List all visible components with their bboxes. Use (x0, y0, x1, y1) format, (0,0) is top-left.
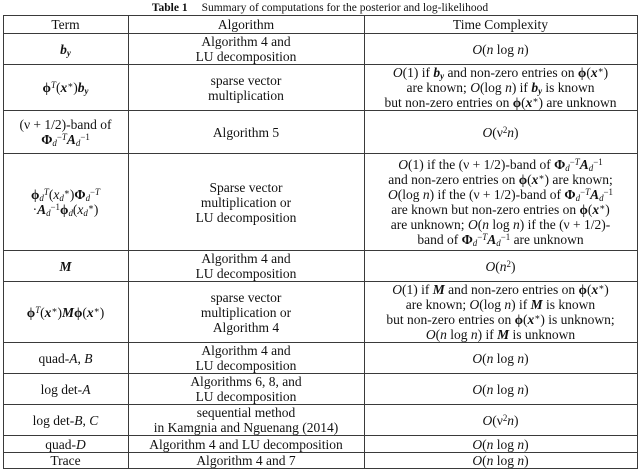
algorithm-cell: Algorithm 4 and LU decomposition (128, 34, 364, 65)
table-row-logdet-bc (3, 405, 637, 436)
term-cell: M (3, 251, 128, 282)
header-row (3, 16, 637, 34)
complexity-cell: $O(\nu^2n)$ (364, 111, 637, 154)
summary-table (3, 15, 638, 469)
algorithm-cell: Algorithm 4 and LU decomposition (128, 343, 364, 374)
algorithm-cell: Algorithm 4 and 7 (128, 453, 364, 469)
term-cell: log det-B, C (3, 405, 128, 436)
table-caption-text: Summary of computations for the posterior and log-likelihood (201, 2, 489, 14)
complexity-cell: O(n log n) (364, 453, 637, 469)
algorithm-cell: Sparse vector multiplication or LU decomposition (128, 154, 364, 251)
complexity-cell: O(n log n) (364, 343, 637, 374)
header-algorithm: Algorithm (128, 16, 364, 34)
complexity-cell: O(1) if M and non-zero entries on ϕ(x∗) are known; O(log n) if M is known but non-zero entries on ϕ(x∗) is unknown; O(n log n) if M is unknown (364, 282, 637, 343)
header-complexity: Time Complexity (364, 16, 637, 34)
complexity-cell: O(1) if $b_y$ and non-zero entries on ϕ(x∗) are known; O(log n) if $b_y$ is known but non-zero entries on ϕ(x∗) are unknown (364, 65, 637, 111)
term-cell: $\phi_d^T(x_d^∗)\Phi_d^{-T}$ $\cdot A_d^{-1}\phi_d(x_d^∗)$ (3, 154, 128, 251)
complexity-cell: O(n log n) (364, 34, 637, 65)
complexity-cell: O(n log n) (364, 374, 637, 405)
term-cell: $\phi^T(x^∗)b_y$ (3, 65, 128, 111)
table-row-by (3, 34, 637, 65)
header-term: Term (3, 16, 128, 34)
term-cell: Trace (3, 453, 128, 469)
table-row-logdet-a (3, 374, 637, 405)
algorithm-cell: Algorithms 6, 8, and LU decomposition (128, 374, 364, 405)
table-caption-label: Table 1 (151, 2, 188, 14)
table-row-quad-ab (3, 343, 637, 374)
complexity-cell: O(n log n) (364, 436, 637, 453)
table-caption (0, 0, 640, 15)
table-row-quad-form (3, 154, 637, 251)
term-cell: quad-A, B (3, 343, 128, 374)
term-cell: (ν + 1/2)-band of $\Phi_d^{-T}A_d^{-1}$ (3, 111, 128, 154)
algorithm-cell: sparse vector multiplication (128, 65, 364, 111)
algorithm-cell: sparse vector multiplication or Algorithm 4 (128, 282, 364, 343)
term-cell: $\phi^T(x^∗)M\phi(x^∗)$ (3, 282, 128, 343)
complexity-cell: $O(\nu^2n)$ (364, 405, 637, 436)
table-row-phi-m-phi (3, 282, 637, 343)
algorithm-cell: sequential method in Kamgnia and Nguenang (2014) (128, 405, 364, 436)
table-row-m (3, 251, 637, 282)
table-row-trace (3, 453, 637, 469)
algorithm-cell: Algorithm 5 (128, 111, 364, 154)
term-cell: $b_y$ (3, 34, 128, 65)
table-row-band (3, 111, 637, 154)
table-row-phi-by (3, 65, 637, 111)
algorithm-cell: Algorithm 4 and LU decomposition (128, 436, 364, 453)
complexity-cell: $O(n^2)$ (364, 251, 637, 282)
term-cell: log det-A (3, 374, 128, 405)
term-cell: quad-D (3, 436, 128, 453)
complexity-cell: O(1) if the (ν + 1/2)-band of $\Phi_d^{-T}A_d^{-1}$ and non-zero entries on ϕ(x∗) are known; O(log n) if the (ν + 1/2)-band of $\Phi_d^{-T}A_d^{-1}$ are known but non-zero entries on ϕ(x∗) are unknown; O(n log n) if the (ν + 1/2)- band of $\Phi_d^{-T}A_d^{-1}$ are unknown (364, 154, 637, 251)
algorithm-cell: Algorithm 4 and LU decomposition (128, 251, 364, 282)
table-row-quad-d (3, 436, 637, 453)
